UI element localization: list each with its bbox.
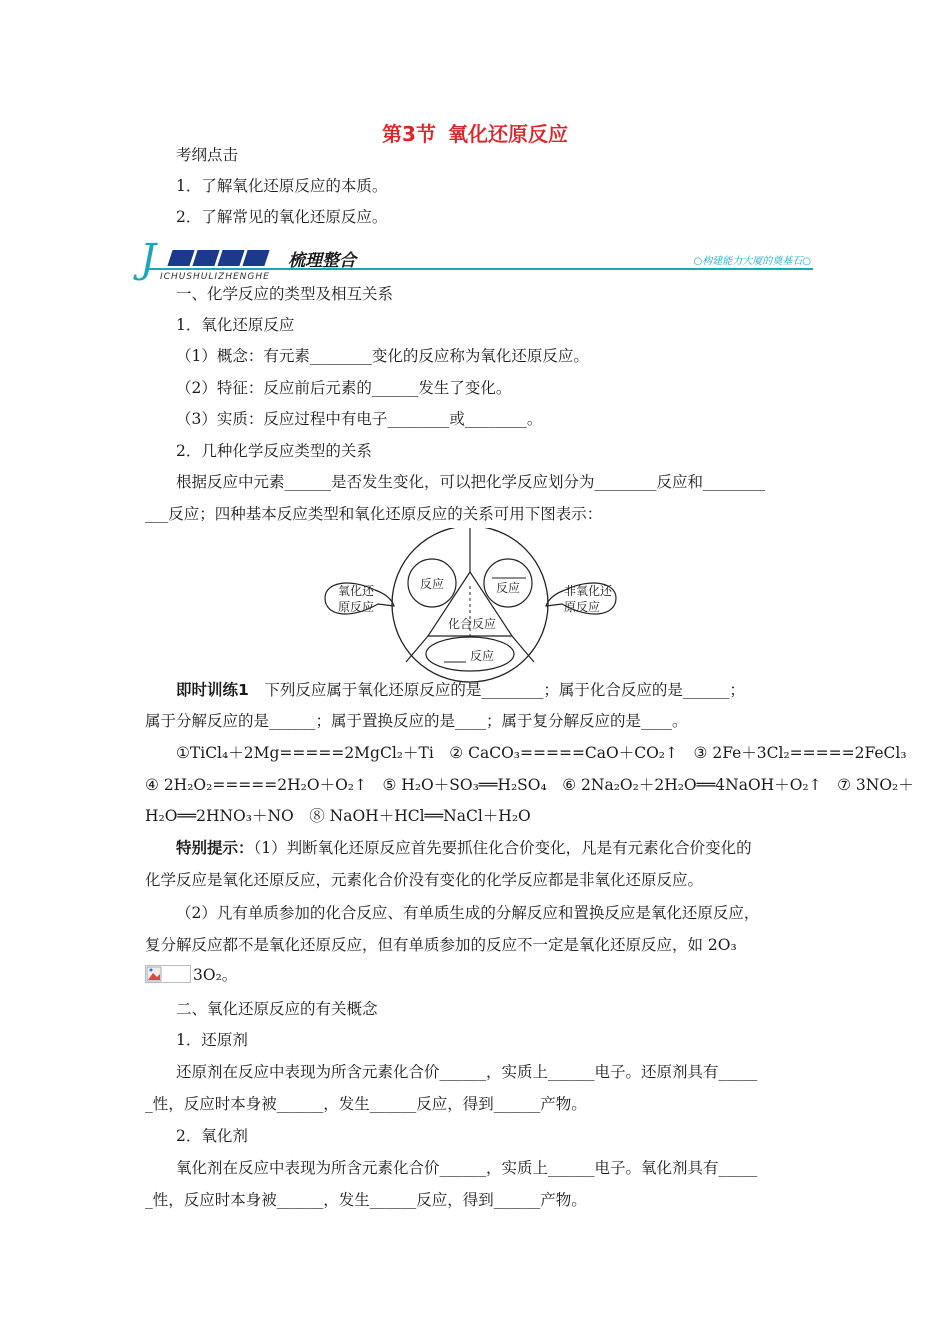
left-divider [406,636,428,662]
right-label: 非氧化还 [564,584,613,598]
tip-paragraph [145,965,810,985]
bottom-label: 反应 [470,649,495,663]
reaction-list: ①TiCl₄＋2Mg=====2MgCl₂＋Ti ② CaCO₃=====CaO＋CO₂↑ ③ 2Fe＋3Cl₂=====2FeCl₃ [176,744,907,762]
training-text: 下列反应属于氧化还原反应的是________；属于化合反应的是______； [264,681,745,699]
section-banner [140,236,815,282]
page-title [0,118,950,147]
right-label: 原反应 [564,600,601,614]
top-left-label: 反应 [420,577,445,591]
subsection-heading: 2．几种化学反应类型的关系 [176,442,372,460]
section-number: 第3节 [382,122,436,146]
reaction-type-diagram [320,528,620,688]
paragraph: ___反应；四种基本反应类型和氧化还原反应的关系可用下图表示： [145,505,603,523]
tip-text: （1）判断氧化还原反应首先要抓住化合价变化，凡是有元素化合价变化的 [253,839,752,857]
broken-image-icon [145,965,191,983]
paragraph: （2）特征：反应前后元素的______发生了变化。 [176,379,512,397]
tip-paragraph: （2）凡有单质参加的化合反应、有单质生成的分解反应和置换反应是氧化还原反应， [176,904,760,922]
training-question [176,680,810,700]
banner-letter: J [140,236,157,282]
center-label: 化合反应 [448,617,497,631]
banner-slogan: ○构建能力大厦的奠基石○ [693,256,811,267]
paragraph: 还原剂在反应中表现为所含元素化合价______，实质上______电子。还原剂具有_____ [176,1063,758,1081]
subsection-heading: 2．氧化剂 [176,1127,248,1145]
left-label: 原反应 [338,600,375,614]
section-heading: 一、化学反应的类型及相互关系 [176,285,394,303]
tip-label: 特别提示： [176,839,254,857]
right-divider [512,636,534,662]
section-title: 氧化还原反应 [447,122,568,146]
top-right-label: 反应 [496,581,521,595]
outline-heading: 考纲点击 [176,146,239,164]
paragraph: _性，反应时本身被______，发生______反应，得到______产物。 [145,1191,587,1209]
paragraph: 氧化剂在反应中表现为所含元素化合价______，实质上______电子。氧化剂具有_____ [176,1159,758,1177]
banner-title: 梳理整合 [288,251,356,271]
banner-blocks [170,250,270,270]
subsection-heading: 1．氧化还原反应 [176,316,295,334]
reaction-list: ④ 2H₂O₂=====2H₂O＋O₂↑ ⑤ H₂O＋SO₃══H₂SO₄ ⑥ 2Na₂O₂＋2H₂O══4NaOH＋O₂↑ ⑦ 3NO₂＋ [145,776,914,794]
outline-item: 1．了解氧化还原反应的本质。 [176,177,388,195]
left-label: 氧化还 [338,584,375,598]
reaction-list: H₂O══2HNO₃＋NO ⑧ NaOH＋HCl══NaCl＋H₂O [145,807,531,825]
tip-paragraph [176,838,810,858]
subsection-heading: 1．还原剂 [176,1031,248,1049]
tip-paragraph: 复分解反应都不是氧化还原反应，但有单质参加的反应不一定是氧化还原反应，如 2O₃ [145,936,737,954]
tip-paragraph: 化学反应是氧化还原反应，元素化合价没有变化的化学反应都是非氧化还原反应。 [145,871,704,889]
training-question: 属于分解反应的是______；属于置换反应的是____；属于复分解反应的是____。 [145,712,688,730]
section-heading: 二、氧化还原反应的有关概念 [176,1000,378,1018]
banner-subtitle: ICHUSHULIZHENGHE [160,272,270,282]
paragraph: （3）实质：反应过程中有电子________或________。 [176,410,543,428]
training-label: 即时训练1 [176,681,249,699]
paragraph: （1）概念：有元素________变化的反应称为氧化还原反应。 [176,347,589,365]
outline-item: 2．了解常见的氧化还原反应。 [176,208,388,226]
paragraph: _性，反应时本身被______，发生______反应，得到______产物。 [145,1095,587,1113]
tip-text: 3O₂。 [193,966,238,984]
paragraph: 根据反应中元素______是否发生变化，可以把化学反应划分为________反应和________ [176,473,766,491]
